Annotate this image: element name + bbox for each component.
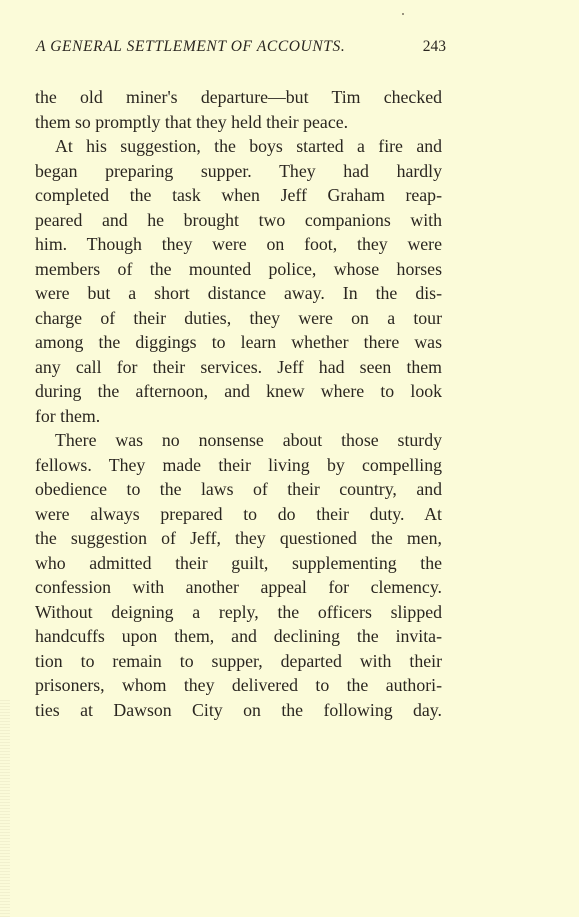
body-text xyxy=(35,85,442,722)
text-line: who admitted their guilt, supplementing the xyxy=(35,552,442,573)
text-line: began preparing supper. They had hardly xyxy=(35,160,442,181)
text-line: handcuffs upon them, and declining the invita- xyxy=(35,626,442,646)
text-line: tion to remain to supper, departed with their xyxy=(35,650,442,671)
text-line: the suggestion of Jeff, they questioned the men, xyxy=(35,528,442,548)
text-line: him. Though they were on foot, they were xyxy=(35,234,442,254)
text-line: peared and he brought two companions with xyxy=(35,209,442,230)
text-line: prisoners, whom they delivered to the authori- xyxy=(35,675,442,695)
scan-margin-texture xyxy=(0,700,10,917)
running-title: A GENERAL SETTLEMENT OF ACCOUNTS. xyxy=(36,38,346,55)
text-line: the old miner's departure—but Tim checked xyxy=(35,87,442,107)
text-line: Without deigning a reply, the officers slipped xyxy=(35,601,442,622)
text-line: during the afternoon, and knew where to look xyxy=(35,381,442,401)
text-line: charge of their duties, they were on a tour xyxy=(35,307,442,328)
ink-speck xyxy=(402,13,404,15)
text-line: At his suggestion, the boys started a fire and xyxy=(55,136,442,156)
text-line: There was no nonsense about those sturdy xyxy=(55,430,442,450)
text-line: among the diggings to learn whether there was xyxy=(35,332,442,352)
text-line: obedience to the laws of their country, and xyxy=(35,479,442,499)
page-number: 243 xyxy=(422,38,446,55)
text-line: were but a short distance away. In the dis- xyxy=(35,283,442,303)
page-header xyxy=(36,38,446,62)
text-line: confession with another appeal for clemency. xyxy=(35,577,442,597)
text-line: completed the task when Jeff Graham reap- xyxy=(35,185,442,205)
text-line: members of the mounted police, whose horses xyxy=(35,258,442,279)
text-line: were always prepared to do their duty. At xyxy=(35,503,442,524)
text-line: any call for their services. Jeff had seen them xyxy=(35,356,442,377)
text-line: ties at Dawson City on the following day. xyxy=(35,699,442,720)
text-line: them so promptly that they held their peace. xyxy=(35,111,349,132)
text-line: fellows. They made their living by compelling xyxy=(35,454,442,475)
text-line: for them. xyxy=(35,405,101,426)
